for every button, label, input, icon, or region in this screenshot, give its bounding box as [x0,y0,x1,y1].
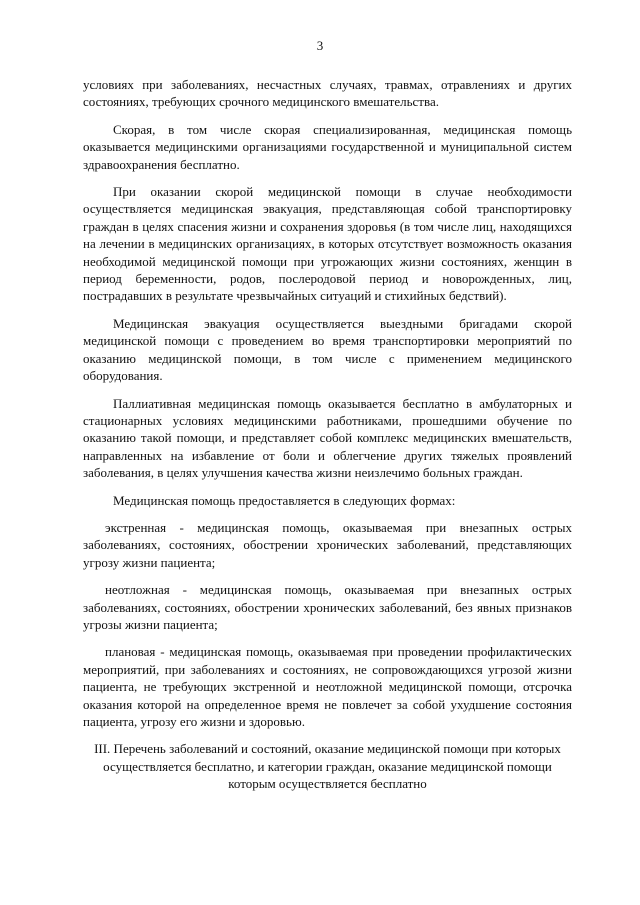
page-number: 3 [316,38,324,53]
paragraph-emergency-care: Скорая, в том числе скорая специализированная, медицинская помощь оказывается медицинскими организациями государственной и муниципальной систем здравоохранения бесплатно. [83,121,572,172]
paragraph-medical-evacuation: Медицинская эвакуация осуществляется выездными бригадами скорой медицинской помощи с проведением во время транспортировки мероприятий по оказанию медицинской помощи, в том числе с применением медицинского оборудования. [83,315,572,384]
list-item-planned: плановая - медицинская помощь, оказываемая при проведении профилактических мероприятий, при заболеваниях и состояниях, не сопровождающихся угрозой жизни пациента, не требующих экстренной и неотложной медицинской помощи, отсрочка оказания которой на определенное время не повлечет за собой ухудшение состояния пациента, угрозу его жизни и здоровью. [83,644,572,729]
document-body [83,76,572,793]
paragraph-medical-evacuation-intro: При оказании скорой медицинской помощи в случае необходимости осуществляется медицинская эвакуация, представляющая собой транспортировку граждан в целях спасения жизни и сохранения здоровья (в том числе лиц, находящихся на лечении в медицинских организациях, в которых отсутствует возможность оказания необходимой медицинской помощи при угрожающих жизни состояниях, женщин в период беременности, родов, послеродовой период и новорожденных, лиц, пострадавших в результате чрезвычайных ситуаций и стихийных бедствий). [83,184,572,304]
paragraph-palliative-care: Паллиативная медицинская помощь оказывается бесплатно в амбулаторных и стационарных условиях медицинскими работниками, прошедшими обучение по оказанию такой помощи, и представляет собой комплекс медицинских вмешательств, направленных на избавление от боли и облегчение других тяжелых проявлений заболевания, в целях улучшения качества жизни неизлечимо больных граждан. [83,395,572,481]
list-item-emergency: экстренная - медицинская помощь, оказываемая при внезапных острых заболеваниях, состояниях, обострении хронических заболеваний, представляющих угрозу жизни пациента; [83,519,572,570]
section-heading: III. Перечень заболеваний и состояний, оказание медицинской помощи при которых осуществляется бесплатно, и категории граждан, оказание медицинской помощи которым осуществляется бесплатно [94,741,561,792]
paragraph-continuation: условиях при заболеваниях, несчастных случаях, травмах, отравлениях и других состояниях, требующих срочного медицинского вмешательства. [83,77,572,110]
paragraph-forms-intro: Медицинская помощь предоставляется в следующих формах: [113,492,456,508]
list-item-urgent: неотложная - медицинская помощь, оказываемая при внезапных острых заболеваниях, состояниях, обострении хронических заболеваний, без явных признаков угрозы жизни пациента; [83,582,572,632]
